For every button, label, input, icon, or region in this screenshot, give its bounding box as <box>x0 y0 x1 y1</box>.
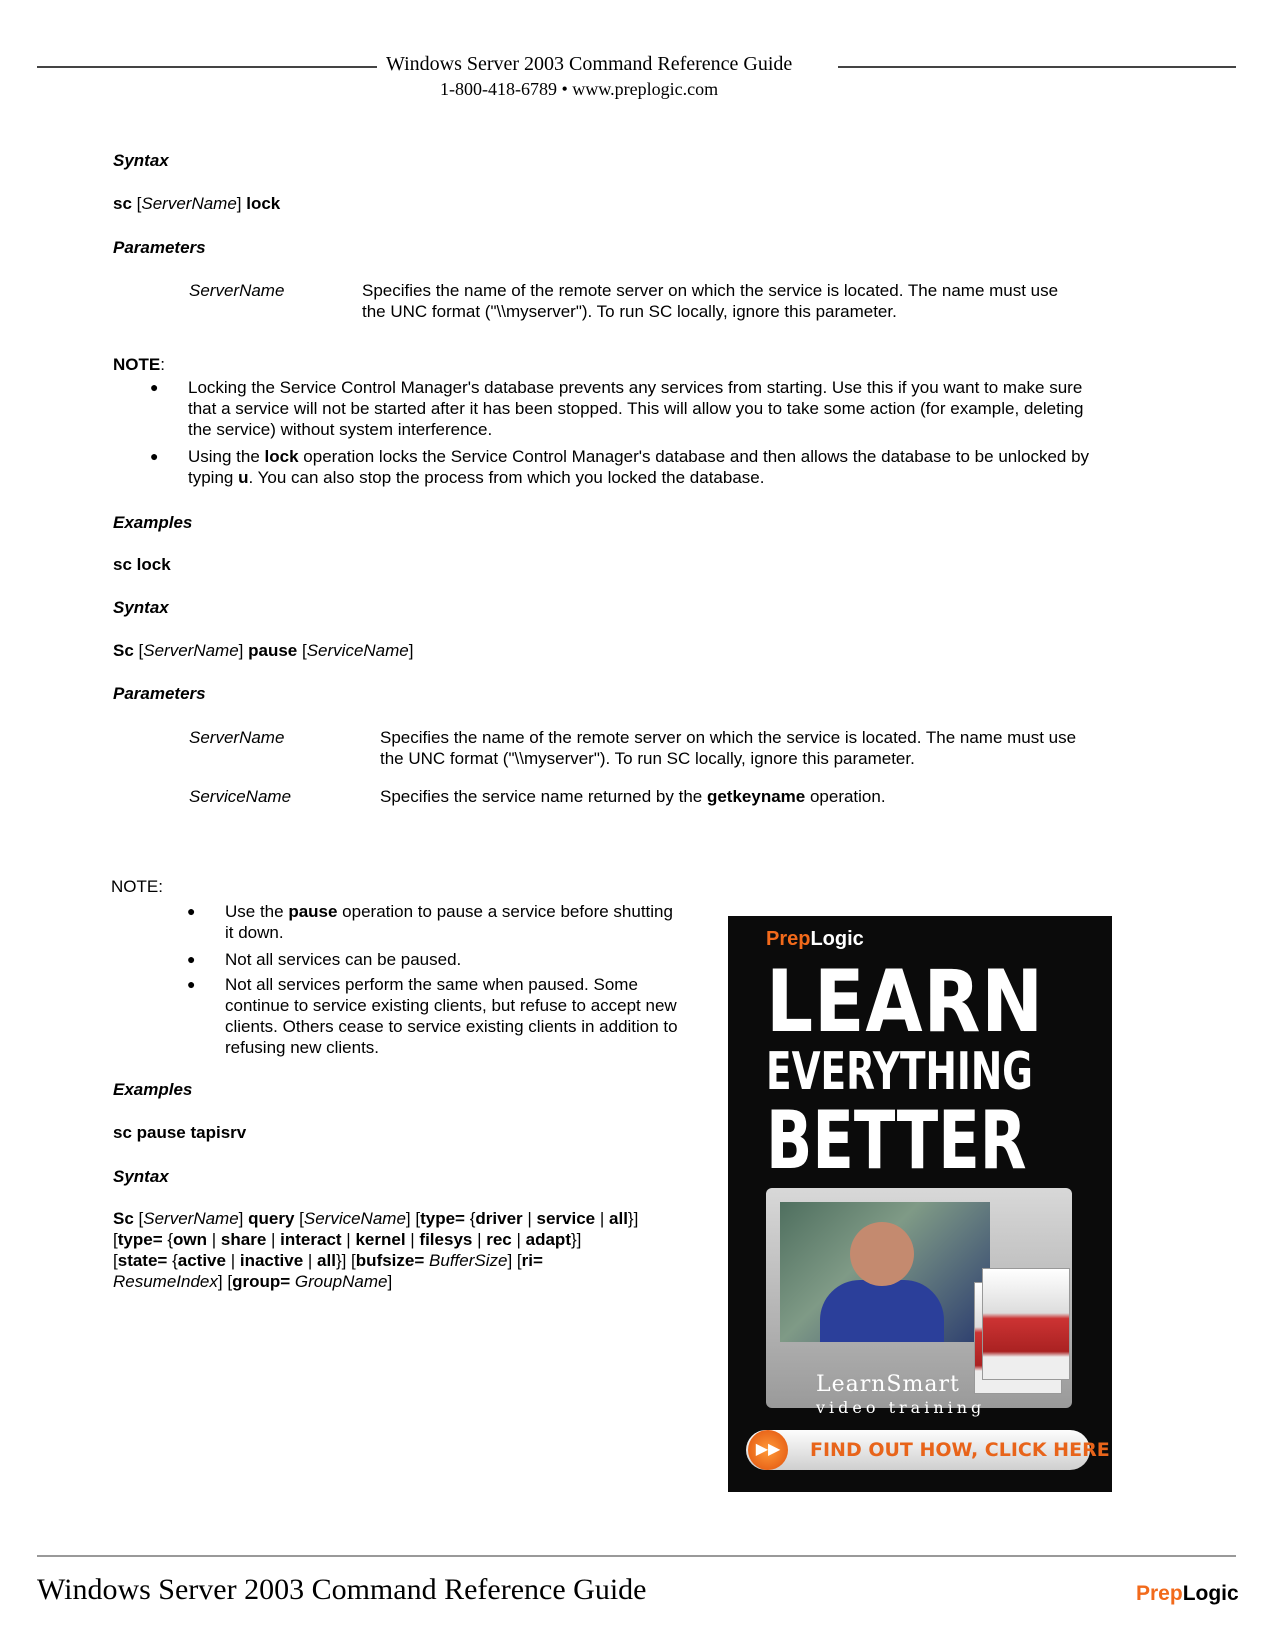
note-text: operation to pause a service before shutting it down. <box>225 902 673 942</box>
syntax-token: }] [ <box>335 1251 356 1270</box>
ad-brand-prep: Prep <box>766 928 811 950</box>
note-text: Use the <box>225 902 289 921</box>
parameters-heading: Parameters <box>113 238 206 257</box>
syntax-token: service <box>536 1209 596 1228</box>
example-command: sc lock <box>113 555 171 574</box>
note-keyword: lock <box>264 447 299 466</box>
syntax-token: | <box>303 1251 318 1270</box>
syntax-token: [ <box>113 1230 118 1249</box>
syntax-token: }] <box>570 1230 582 1249</box>
ad-cta-label: FIND OUT HOW, CLICK HERE <box>810 1439 1110 1461</box>
syntax-token: | <box>225 1251 240 1270</box>
example-command: sc pause tapisrv <box>113 1123 247 1142</box>
ad-product-name: LearnSmart <box>816 1372 960 1397</box>
syntax-token: [ <box>113 1251 118 1270</box>
param-keyword: getkeyname <box>706 787 806 806</box>
syntax-token: | <box>207 1230 221 1249</box>
syntax-operation: pause <box>248 641 298 660</box>
syntax-arg: ServerName <box>141 194 237 213</box>
syntax-line <box>113 1271 392 1292</box>
syntax-token: { <box>167 1251 178 1270</box>
header-rule-left <box>37 66 377 68</box>
syntax-token: adapt <box>525 1230 571 1249</box>
footer-logo-prep: Prep <box>1136 1582 1183 1605</box>
ad-brand-logic: Logic <box>810 928 864 950</box>
syntax-token: all <box>609 1209 628 1228</box>
syntax-token: share <box>220 1230 267 1249</box>
syntax-token: ] [ <box>507 1251 522 1270</box>
syntax-command: sc <box>113 194 132 213</box>
bullet-icon: ● <box>150 448 159 464</box>
syntax-token: ri= <box>521 1251 543 1270</box>
syntax-token: | <box>472 1230 487 1249</box>
syntax-token: }] <box>627 1209 639 1228</box>
syntax-token: | <box>341 1230 356 1249</box>
syntax-token: query <box>248 1209 295 1228</box>
syntax-token: [ <box>294 1209 304 1228</box>
note-item <box>188 446 1093 488</box>
parameters-heading: Parameters <box>113 684 206 703</box>
syntax-token: BufferSize <box>429 1251 508 1270</box>
syntax-arg: ServerName <box>143 641 239 660</box>
syntax-token: type= <box>420 1209 465 1228</box>
param-text: operation. <box>805 787 886 806</box>
note-item <box>225 901 685 943</box>
syntax-token: | <box>595 1209 610 1228</box>
syntax-token: active <box>177 1251 226 1270</box>
syntax-token: own <box>173 1230 208 1249</box>
presenter-shirt <box>820 1280 944 1342</box>
syntax-line <box>113 1229 581 1250</box>
note-item: Locking the Service Control Manager's database prevents any services from starting. Use this if you want to make sure that a service will not be started after it has been stopped. This will allow you to take some action (for example, deleting the service) without system interference. <box>188 378 1084 439</box>
syntax-token: ServiceName <box>303 1209 406 1228</box>
syntax-line <box>113 1208 638 1229</box>
syntax-token: driver <box>475 1209 523 1228</box>
footer-logo <box>1136 1582 1239 1606</box>
bullet-icon: ● <box>187 951 196 967</box>
syntax-token: { <box>162 1230 174 1249</box>
syntax-arg: ServiceName <box>306 641 409 660</box>
syntax-token: GroupName <box>294 1272 388 1291</box>
ad-cta-button[interactable] <box>746 1430 1110 1470</box>
note-text: . You can also stop the process from which you locked the database. <box>248 468 765 487</box>
note-text: operation locks the Service Control Manager's database and then allows the database to be unlocked by typing <box>188 447 1090 487</box>
syntax-token: group= <box>232 1272 291 1291</box>
examples-heading: Examples <box>113 513 193 532</box>
syntax-token: | <box>522 1209 537 1228</box>
syntax-heading: Syntax <box>113 598 169 617</box>
note-heading: NOTE: <box>113 355 165 374</box>
note-heading: NOTE: <box>111 877 163 896</box>
note-text: Using the <box>188 447 265 466</box>
syntax-heading: Syntax <box>113 1167 169 1186</box>
footer-rule <box>37 1555 1236 1557</box>
syntax-token: | <box>405 1230 420 1249</box>
syntax-token: interact <box>280 1230 342 1249</box>
syntax-token: rec <box>486 1230 512 1249</box>
ad-video-frame <box>780 1202 990 1342</box>
syntax-token: ] <box>387 1272 393 1291</box>
param-name: ServerName <box>189 281 285 300</box>
syntax-token: ] [ <box>405 1209 421 1228</box>
learnsmart-ad-banner[interactable] <box>728 916 1112 1492</box>
header-rule-right <box>838 66 1236 68</box>
ad-headline-better: BETTER <box>766 1094 1027 1187</box>
ad-headline-everything: EVERYTHING <box>766 1042 1033 1102</box>
syntax-token: ServerName <box>143 1209 239 1228</box>
fast-forward-icon: ▶▶ <box>748 1430 788 1470</box>
syntax-token: [ <box>133 1209 144 1228</box>
syntax-token: Sc <box>113 1209 134 1228</box>
bullet-icon: ● <box>187 903 196 919</box>
syntax-operation: lock <box>246 194 281 213</box>
syntax-token: ] [ <box>217 1272 233 1291</box>
ad-brand-logo <box>766 928 864 951</box>
param-name: ServerName <box>189 728 285 747</box>
note-label: NOTE <box>113 355 161 374</box>
syntax-token: inactive <box>239 1251 304 1270</box>
syntax-token: ResumeIndex <box>113 1272 218 1291</box>
syntax-token: ] <box>238 1209 249 1228</box>
bullet-icon: ● <box>187 976 196 992</box>
syntax-line <box>113 1250 543 1271</box>
header-contact: 1-800-418-6789 • www.preplogic.com <box>440 79 719 99</box>
param-desc: Specifies the name of the remote server on which the service is located. The name must use the UNC format ("\\myserver"). To run SC locally, ignore this parameter. <box>362 281 1059 321</box>
note-keyword: pause <box>288 902 338 921</box>
syntax-heading: Syntax <box>113 151 169 170</box>
ad-product-subtitle: video training <box>816 1398 986 1417</box>
note-item: Not all services can be paused. <box>225 950 462 969</box>
presenter-head <box>850 1222 914 1286</box>
note-item: Not all services perform the same when paused. Some continue to service existing clients, but refuse to accept new clients. Others cease to service existing clients in addition to refusing new clients. <box>225 975 678 1057</box>
product-box-image <box>982 1268 1070 1380</box>
header-title: Windows Server 2003 Command Reference Guide <box>386 53 793 75</box>
param-desc <box>380 786 1080 807</box>
syntax-line: Sc [ServerName] pause [ServiceName] <box>113 641 414 660</box>
ad-headline-learn: LEARN <box>766 952 1045 1052</box>
syntax-token: filesys <box>419 1230 473 1249</box>
syntax-token: { <box>464 1209 476 1228</box>
syntax-command: Sc <box>113 641 134 660</box>
note-keyword: u <box>238 468 249 487</box>
param-text: Specifies the service name returned by the <box>380 787 707 806</box>
bullet-icon: ● <box>150 379 159 395</box>
syntax-token: | <box>266 1230 281 1249</box>
footer-title: Windows Server 2003 Command Reference Guide <box>37 1573 647 1606</box>
syntax-token: bufsize= <box>355 1251 425 1270</box>
param-desc: Specifies the name of the remote server on which the service is located. The name must use the UNC format ("\\myserver"). To run SC locally, ignore this parameter. <box>380 728 1077 768</box>
param-name: ServiceName <box>189 787 292 806</box>
syntax-line: sc [ServerName] lock <box>113 194 281 213</box>
examples-heading: Examples <box>113 1080 193 1099</box>
footer-logo-logic: Logic <box>1182 1582 1239 1605</box>
syntax-token: kernel <box>355 1230 406 1249</box>
syntax-token: type= <box>117 1230 163 1249</box>
syntax-token: | <box>511 1230 526 1249</box>
syntax-token: all <box>317 1251 336 1270</box>
syntax-token: state= <box>117 1251 168 1270</box>
